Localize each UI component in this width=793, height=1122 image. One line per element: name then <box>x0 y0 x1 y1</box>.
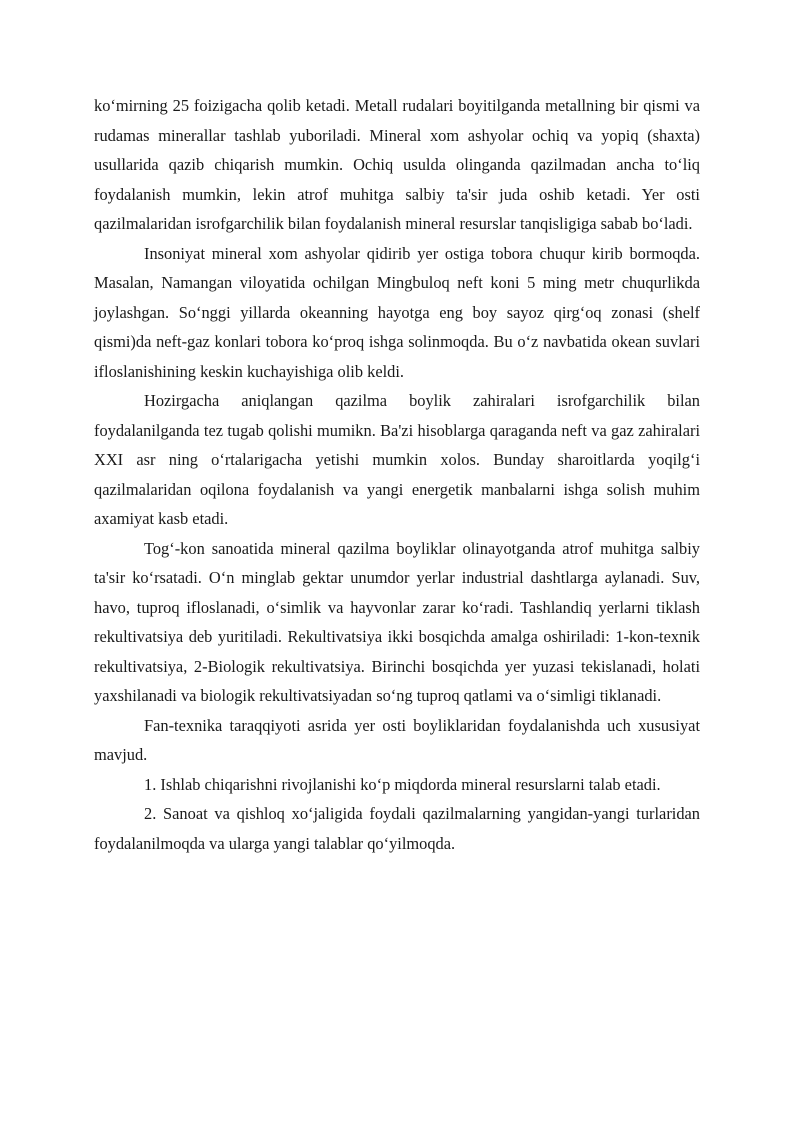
list-item-2: 2. Sanoat va qishloq xo‘jaligida foydali qazilmalarning yangidan-yangi turlaridan foydalanilmoqda va ularga yangi talablar qo‘yilmoqda. <box>94 804 700 853</box>
list-item-1: 1. Ishlab chiqarishni rivojlanishi ko‘p miqdorda mineral resurslarni talab etadi. <box>144 774 661 794</box>
paragraph-5: Fan-texnika taraqqiyoti asrida yer osti boyliklaridan foydalanishda uch xususiyat mavjud. <box>94 715 700 764</box>
paragraph-1: ko‘mirning 25 foizigacha qolib ketadi. Metall rudalari boyitilganda metallning bir qismi va rudamas minerallar tashlab yuboriladi. Mineral xom ashyolar ochiq va yopiq (shaxta) usullarida qazib chiqarish mumkin. Ochiq usulda olinganda qazilmadan ancha to‘liq foydalanish mumkin, lekin atrof muhitga salbiy ta'sir juda oshib ketadi. Yer osti qazilmalaridan isrofgarchilik bilan foydalanish mineral resurslar tanqisligiga sabab bo‘ladi. <box>94 96 700 233</box>
paragraph-4: Tog‘-kon sanoatida mineral qazilma boyliklar olinayotganda atrof muhitga salbiy ta'sir ko‘rsatadi. O‘n minglab gektar unumdor yerlar industrial dashtlarga aylanadi. Suv, havo, tuproq ifloslanadi, o‘simlik va hayvonlar zarar ko‘radi. Tashlandiq yerlarni tiklash rekultivatsiya deb yuritiladi. Rekultivatsiya ikki bosqichda amalga oshiriladi: 1-kon-texnik rekultivatsiya, 2-Biologik rekultivatsiya. Birinchi bosqichda yer yuzasi tekislanadi, holati yaxshilanadi va biologik rekultivatsiyadan so‘ng tuproq qatlami va o‘simligi tiklanadi. <box>94 538 700 705</box>
paragraph-3: Hozirgacha aniqlangan qazilma boylik zahiralari isrofgarchilik bilan foydalanilganda tez tugab qolishi mumikn. Ba'zi hisoblarga qaraganda neft va gaz zahiralari XXI asr ning o‘rtalarigacha yetishi mumkin xolos. Bunday sharoitlarda yoqilg‘i qazilmalaridan oqilona foydalanish va yangi energetik manbalarni ishga solish muhim axamiyat kasb etadi. <box>94 391 700 528</box>
paragraph-2: Insoniyat mineral xom ashyolar qidirib yer ostiga tobora chuqur kirib bormoqda. Masalan, Namangan viloyatida ochilgan Mingbuloq neft koni 5 ming metr chuqurlikda joylashgan. So‘nggi yillarda okeanning hayotga eng boy sayoz qirg‘oq zonasi (shelf qismi)da neft-gaz konlari tobora ko‘proq ishga solinmoqda. Bu o‘z navbatida okean suvlari ifloslanishining keskin kuchayishiga olib keldi. <box>94 243 700 381</box>
document-page <box>94 91 700 858</box>
